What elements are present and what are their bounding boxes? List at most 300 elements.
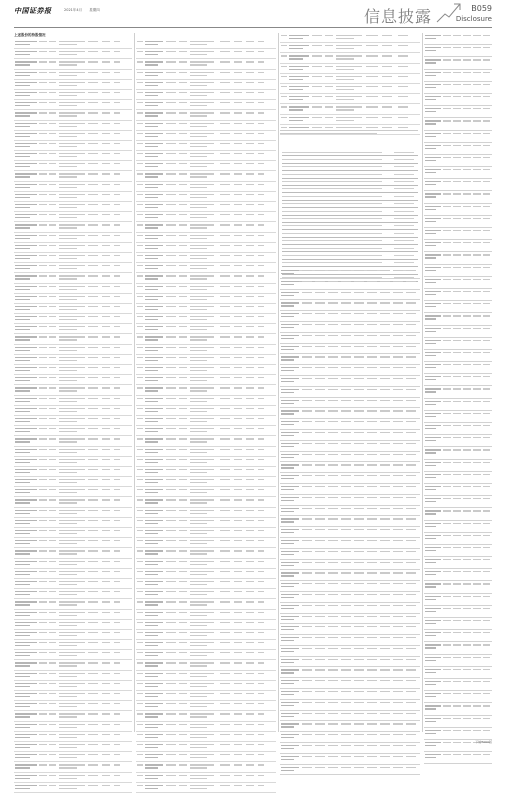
- table-row: [136, 202, 276, 212]
- text-placeholder-bar: [393, 497, 403, 498]
- text-placeholder-bar: [473, 462, 481, 463]
- text-placeholder-bar: [341, 356, 351, 357]
- text-placeholder-bar: [354, 389, 364, 390]
- text-placeholder-bar: [328, 659, 338, 660]
- text-placeholder-bar: [137, 387, 143, 388]
- text-placeholder-bar: [406, 302, 416, 303]
- text-placeholder-bar: [88, 184, 98, 185]
- text-placeholder-bar: [145, 387, 163, 388]
- table-row: [136, 355, 276, 365]
- holdings-table-far-right: [424, 33, 492, 764]
- table-row: [136, 233, 276, 243]
- text-placeholder-bar: [166, 326, 176, 327]
- text-placeholder-bar: [393, 551, 403, 552]
- text-placeholder-bar: [354, 356, 364, 357]
- text-placeholder-bar: [380, 572, 390, 573]
- text-placeholder-bar: [341, 669, 351, 670]
- text-placeholder-bar: [145, 289, 158, 290]
- text-placeholder-bar: [166, 387, 176, 388]
- table-row: [14, 752, 132, 762]
- text-placeholder-bar: [380, 400, 390, 401]
- text-placeholder-bar: [15, 459, 37, 460]
- text-placeholder-bar: [473, 523, 481, 524]
- text-placeholder-bar: [220, 255, 230, 256]
- text-placeholder-bar: [88, 367, 98, 368]
- text-placeholder-bar: [49, 245, 56, 246]
- text-placeholder-bar: [166, 133, 176, 134]
- text-placeholder-bar: [443, 364, 451, 365]
- text-placeholder-bar: [463, 267, 471, 268]
- text-placeholder-bar: [246, 347, 254, 348]
- text-placeholder-bar: [15, 479, 37, 480]
- text-placeholder-bar: [220, 326, 230, 327]
- text-placeholder-bar: [246, 489, 254, 490]
- text-placeholder-bar: [190, 703, 214, 704]
- text-placeholder-bar: [463, 413, 471, 414]
- text-placeholder-bar: [315, 454, 325, 455]
- text-placeholder-bar: [220, 245, 230, 246]
- text-placeholder-bar: [380, 616, 390, 617]
- text-placeholder-bar: [88, 133, 98, 134]
- text-placeholder-bar: [137, 51, 143, 52]
- text-placeholder-bar: [425, 733, 436, 734]
- text-placeholder-bar: [258, 306, 264, 307]
- table-row: [424, 594, 492, 606]
- text-placeholder-bar: [179, 724, 187, 725]
- text-placeholder-bar: [15, 54, 30, 55]
- text-placeholder-bar: [88, 92, 98, 93]
- text-placeholder-bar: [39, 275, 47, 276]
- text-placeholder-bar: [258, 214, 264, 215]
- text-placeholder-bar: [281, 367, 299, 368]
- text-placeholder-bar: [49, 61, 56, 62]
- text-placeholder-bar: [88, 123, 98, 124]
- text-placeholder-bar: [15, 123, 37, 124]
- text-placeholder-bar: [102, 479, 110, 480]
- table-row: [14, 650, 132, 660]
- text-placeholder-bar: [145, 625, 158, 626]
- continuation-note: 下转B060版: [475, 740, 492, 744]
- text-placeholder-bar: [463, 559, 471, 560]
- text-placeholder-bar: [15, 502, 30, 503]
- holdings-table-middle: [136, 33, 276, 793]
- text-placeholder-bar: [145, 530, 163, 531]
- text-placeholder-bar: [88, 438, 98, 439]
- table-row: [136, 752, 276, 762]
- text-placeholder-bar: [59, 438, 85, 439]
- text-placeholder-bar: [59, 696, 77, 697]
- text-placeholder-bar: [406, 378, 416, 379]
- text-placeholder-bar: [354, 410, 364, 411]
- table-row: [14, 182, 132, 192]
- text-placeholder-bar: [59, 635, 77, 636]
- text-placeholder-bar: [88, 398, 98, 399]
- text-placeholder-bar: [258, 51, 264, 52]
- table-row: [136, 426, 276, 436]
- text-placeholder-bar: [473, 84, 481, 85]
- text-placeholder-bar: [393, 540, 403, 541]
- text-placeholder-bar: [102, 408, 110, 409]
- table-row: [424, 313, 492, 325]
- text-placeholder-bar: [246, 377, 254, 378]
- text-placeholder-bar: [39, 418, 47, 419]
- text-placeholder-bar: [483, 669, 490, 670]
- text-placeholder-bar: [166, 489, 176, 490]
- text-placeholder-bar: [328, 572, 338, 573]
- text-placeholder-bar: [425, 586, 436, 587]
- text-placeholder-bar: [443, 425, 451, 426]
- text-placeholder-bar: [59, 767, 77, 768]
- text-placeholder-bar: [234, 642, 242, 643]
- summary-row: [282, 149, 418, 156]
- text-placeholder-bar: [281, 543, 294, 544]
- text-placeholder-bar: [179, 347, 187, 348]
- text-placeholder-bar: [443, 754, 451, 755]
- text-placeholder-bar: [443, 632, 451, 633]
- text-placeholder-bar: [166, 469, 176, 470]
- table-row: [280, 43, 420, 53]
- text-placeholder-bar: [425, 449, 441, 450]
- text-placeholder-bar: [15, 102, 37, 103]
- text-placeholder-bar: [354, 281, 364, 282]
- section-title: 信息披露: [364, 7, 433, 26]
- text-placeholder-bar: [246, 367, 254, 368]
- text-placeholder-bar: [179, 204, 187, 205]
- text-placeholder-bar: [15, 421, 30, 422]
- text-placeholder-bar: [315, 680, 325, 681]
- text-placeholder-bar: [302, 292, 312, 293]
- text-placeholder-bar: [453, 559, 461, 560]
- text-placeholder-bar: [166, 153, 176, 154]
- table-row: [136, 630, 276, 640]
- text-placeholder-bar: [15, 778, 30, 779]
- text-placeholder-bar: [483, 571, 490, 572]
- text-placeholder-bar: [341, 713, 351, 714]
- text-placeholder-bar: [179, 357, 187, 358]
- text-placeholder-bar: [425, 379, 436, 380]
- text-placeholder-bar: [315, 583, 325, 584]
- text-placeholder-bar: [137, 82, 143, 83]
- grid-row: [280, 581, 420, 592]
- text-placeholder-bar: [102, 61, 110, 62]
- text-placeholder-bar: [406, 508, 416, 509]
- text-placeholder-bar: [114, 652, 120, 653]
- text-placeholder-bar: [59, 581, 85, 582]
- text-placeholder-bar: [315, 378, 325, 379]
- text-placeholder-bar: [15, 44, 30, 45]
- text-placeholder-bar: [190, 370, 207, 371]
- table-row: [14, 620, 132, 630]
- text-placeholder-bar: [88, 652, 98, 653]
- text-placeholder-bar: [246, 591, 254, 592]
- text-placeholder-bar: [190, 553, 207, 554]
- text-placeholder-bar: [302, 723, 312, 724]
- text-placeholder-bar: [328, 745, 338, 746]
- text-placeholder-bar: [246, 133, 254, 134]
- text-placeholder-bar: [336, 109, 354, 110]
- text-placeholder-bar: [341, 767, 351, 768]
- text-placeholder-bar: [453, 181, 461, 182]
- text-placeholder-bar: [145, 489, 163, 490]
- holdings-table-left: [14, 33, 132, 793]
- text-placeholder-bar: [166, 265, 176, 266]
- text-placeholder-bar: [281, 726, 294, 727]
- table-row: [14, 385, 132, 395]
- text-placeholder-bar: [336, 45, 362, 46]
- text-placeholder-bar: [190, 217, 207, 218]
- text-placeholder-bar: [406, 659, 416, 660]
- text-placeholder-bar: [234, 601, 242, 602]
- text-placeholder-bar: [102, 642, 110, 643]
- text-placeholder-bar: [463, 523, 471, 524]
- text-placeholder-bar: [59, 604, 77, 605]
- text-placeholder-bar: [145, 778, 158, 779]
- text-placeholder-bar: [425, 559, 441, 560]
- text-placeholder-bar: [15, 655, 30, 656]
- text-placeholder-bar: [179, 550, 187, 551]
- text-placeholder-bar: [114, 693, 120, 694]
- text-placeholder-bar: [281, 562, 299, 563]
- text-placeholder-bar: [234, 785, 242, 786]
- text-placeholder-bar: [453, 510, 461, 511]
- text-placeholder-bar: [463, 754, 471, 755]
- text-placeholder-bar: [281, 486, 299, 487]
- text-placeholder-bar: [59, 744, 85, 745]
- text-placeholder-bar: [312, 45, 322, 46]
- text-placeholder-bar: [59, 652, 85, 653]
- table-row: [136, 711, 276, 721]
- text-placeholder-bar: [179, 530, 187, 531]
- text-placeholder-bar: [406, 551, 416, 552]
- text-placeholder-bar: [39, 408, 47, 409]
- text-placeholder-bar: [145, 336, 163, 337]
- text-placeholder-bar: [166, 581, 176, 582]
- text-placeholder-bar: [281, 651, 294, 652]
- text-placeholder-bar: [145, 561, 163, 562]
- text-placeholder-bar: [190, 452, 207, 453]
- text-placeholder-bar: [315, 702, 325, 703]
- text-placeholder-bar: [59, 360, 77, 361]
- text-placeholder-bar: [281, 324, 299, 325]
- text-placeholder-bar: [220, 235, 230, 236]
- issue-date: 2021年4月: [64, 8, 83, 12]
- text-placeholder-bar: [145, 499, 163, 500]
- text-placeholder-bar: [246, 153, 254, 154]
- text-placeholder-bar: [190, 788, 207, 789]
- text-placeholder-bar: [234, 571, 242, 572]
- text-placeholder-bar: [15, 652, 37, 653]
- text-placeholder-bar: [393, 626, 403, 627]
- text-placeholder-bar: [145, 380, 158, 381]
- text-placeholder-bar: [443, 303, 451, 304]
- text-placeholder-bar: [114, 571, 120, 572]
- text-placeholder-bar: [341, 400, 351, 401]
- table-row: [136, 620, 276, 630]
- text-placeholder-bar: [328, 464, 338, 465]
- text-placeholder-bar: [15, 265, 37, 266]
- text-placeholder-bar: [49, 41, 56, 42]
- text-placeholder-bar: [190, 686, 207, 687]
- text-placeholder-bar: [234, 469, 242, 470]
- text-placeholder-bar: [341, 540, 351, 541]
- text-placeholder-bar: [145, 248, 158, 249]
- text-placeholder-bar: [281, 605, 299, 606]
- text-placeholder-bar: [341, 454, 351, 455]
- text-placeholder-bar: [166, 744, 176, 745]
- text-placeholder-bar: [179, 92, 187, 93]
- text-placeholder-bar: [246, 510, 254, 511]
- table-row: [14, 222, 132, 232]
- text-placeholder-bar: [341, 648, 351, 649]
- text-placeholder-bar: [281, 575, 294, 576]
- text-placeholder-bar: [39, 510, 47, 511]
- text-placeholder-bar: [341, 702, 351, 703]
- text-placeholder-bar: [315, 443, 325, 444]
- text-placeholder-bar: [315, 324, 325, 325]
- text-placeholder-bar: [102, 775, 110, 776]
- text-placeholder-bar: [443, 218, 451, 219]
- text-placeholder-bar: [145, 411, 158, 412]
- announcement-paragraph: [280, 128, 420, 146]
- text-placeholder-bar: [88, 693, 98, 694]
- text-placeholder-bar: [258, 408, 264, 409]
- text-placeholder-bar: [336, 117, 362, 118]
- table-row: [424, 569, 492, 581]
- text-placeholder-bar: [281, 359, 294, 360]
- text-placeholder-bar: [258, 550, 264, 551]
- table-row: [424, 326, 492, 338]
- text-placeholder-bar: [190, 235, 214, 236]
- text-placeholder-bar: [166, 673, 176, 674]
- text-placeholder-bar: [88, 632, 98, 633]
- text-placeholder-bar: [425, 270, 436, 271]
- table-row: [14, 39, 132, 49]
- text-placeholder-bar: [59, 153, 85, 154]
- text-placeholder-bar: [145, 306, 163, 307]
- text-placeholder-bar: [145, 265, 163, 266]
- text-placeholder-bar: [137, 734, 143, 735]
- text-placeholder-bar: [137, 102, 143, 103]
- table-row: [424, 667, 492, 679]
- text-placeholder-bar: [59, 683, 85, 684]
- text-placeholder-bar: [49, 571, 56, 572]
- text-placeholder-bar: [190, 319, 207, 320]
- text-placeholder-bar: [220, 41, 230, 42]
- text-placeholder-bar: [234, 652, 242, 653]
- text-placeholder-bar: [15, 564, 30, 565]
- text-placeholder-bar: [281, 572, 299, 573]
- table-row: [136, 70, 276, 80]
- table-row: [280, 115, 420, 125]
- text-placeholder-bar: [380, 562, 390, 563]
- text-placeholder-bar: [88, 61, 98, 62]
- text-placeholder-bar: [15, 390, 30, 391]
- text-placeholder-bar: [220, 601, 230, 602]
- text-placeholder-bar: [220, 51, 230, 52]
- text-placeholder-bar: [114, 41, 120, 42]
- text-placeholder-bar: [59, 289, 77, 290]
- text-placeholder-bar: [102, 724, 110, 725]
- text-placeholder-bar: [39, 622, 47, 623]
- text-placeholder-bar: [341, 367, 351, 368]
- text-placeholder-bar: [234, 479, 242, 480]
- text-placeholder-bar: [15, 676, 30, 677]
- text-placeholder-bar: [15, 489, 37, 490]
- text-placeholder-bar: [354, 529, 364, 530]
- text-placeholder-bar: [114, 775, 120, 776]
- summary-row: [282, 201, 418, 208]
- text-placeholder-bar: [59, 561, 85, 562]
- text-placeholder-bar: [137, 133, 143, 134]
- table-row: [136, 161, 276, 171]
- text-placeholder-bar: [166, 571, 176, 572]
- text-placeholder-bar: [354, 767, 364, 768]
- text-placeholder-bar: [145, 655, 158, 656]
- text-placeholder-bar: [190, 398, 214, 399]
- text-placeholder-bar: [406, 583, 416, 584]
- grid-row: [280, 452, 420, 463]
- text-placeholder-bar: [246, 775, 254, 776]
- text-placeholder-bar: [166, 703, 176, 704]
- text-placeholder-bar: [137, 571, 143, 572]
- text-placeholder-bar: [190, 706, 207, 707]
- text-placeholder-bar: [315, 659, 325, 660]
- text-placeholder-bar: [380, 486, 390, 487]
- text-placeholder-bar: [328, 302, 338, 303]
- text-placeholder-bar: [246, 398, 254, 399]
- text-placeholder-bar: [220, 459, 230, 460]
- text-placeholder-bar: [15, 734, 37, 735]
- text-placeholder-bar: [302, 616, 312, 617]
- text-placeholder-bar: [39, 734, 47, 735]
- table-rows-right-top: [280, 33, 420, 135]
- text-placeholder-bar: [137, 265, 143, 266]
- text-placeholder-bar: [190, 757, 207, 758]
- text-placeholder-bar: [463, 291, 471, 292]
- grid-row: [280, 398, 420, 409]
- text-placeholder-bar: [145, 513, 158, 514]
- text-placeholder-bar: [190, 492, 207, 493]
- text-placeholder-bar: [88, 510, 98, 511]
- text-placeholder-bar: [137, 418, 143, 419]
- table-row: [14, 457, 132, 467]
- text-placeholder-bar: [166, 764, 176, 765]
- text-placeholder-bar: [258, 245, 264, 246]
- text-placeholder-bar: [393, 767, 403, 768]
- text-placeholder-bar: [190, 591, 214, 592]
- grid-row: [280, 624, 420, 635]
- text-placeholder-bar: [137, 581, 143, 582]
- text-placeholder-bar: [341, 378, 351, 379]
- text-placeholder-bar: [406, 616, 416, 617]
- text-placeholder-bar: [15, 449, 37, 450]
- issue-meta: [64, 8, 106, 13]
- text-placeholder-bar: [302, 356, 312, 357]
- table-row: [424, 179, 492, 191]
- text-placeholder-bar: [473, 47, 481, 48]
- text-placeholder-bar: [443, 705, 451, 706]
- text-placeholder-bar: [315, 497, 325, 498]
- text-placeholder-bar: [425, 647, 436, 648]
- text-placeholder-bar: [302, 346, 312, 347]
- text-placeholder-bar: [246, 662, 254, 663]
- text-placeholder-bar: [302, 335, 312, 336]
- text-placeholder-bar: [258, 316, 264, 317]
- table-row: [14, 783, 132, 793]
- text-placeholder-bar: [15, 510, 37, 511]
- text-placeholder-bar: [234, 622, 242, 623]
- text-placeholder-bar: [15, 398, 37, 399]
